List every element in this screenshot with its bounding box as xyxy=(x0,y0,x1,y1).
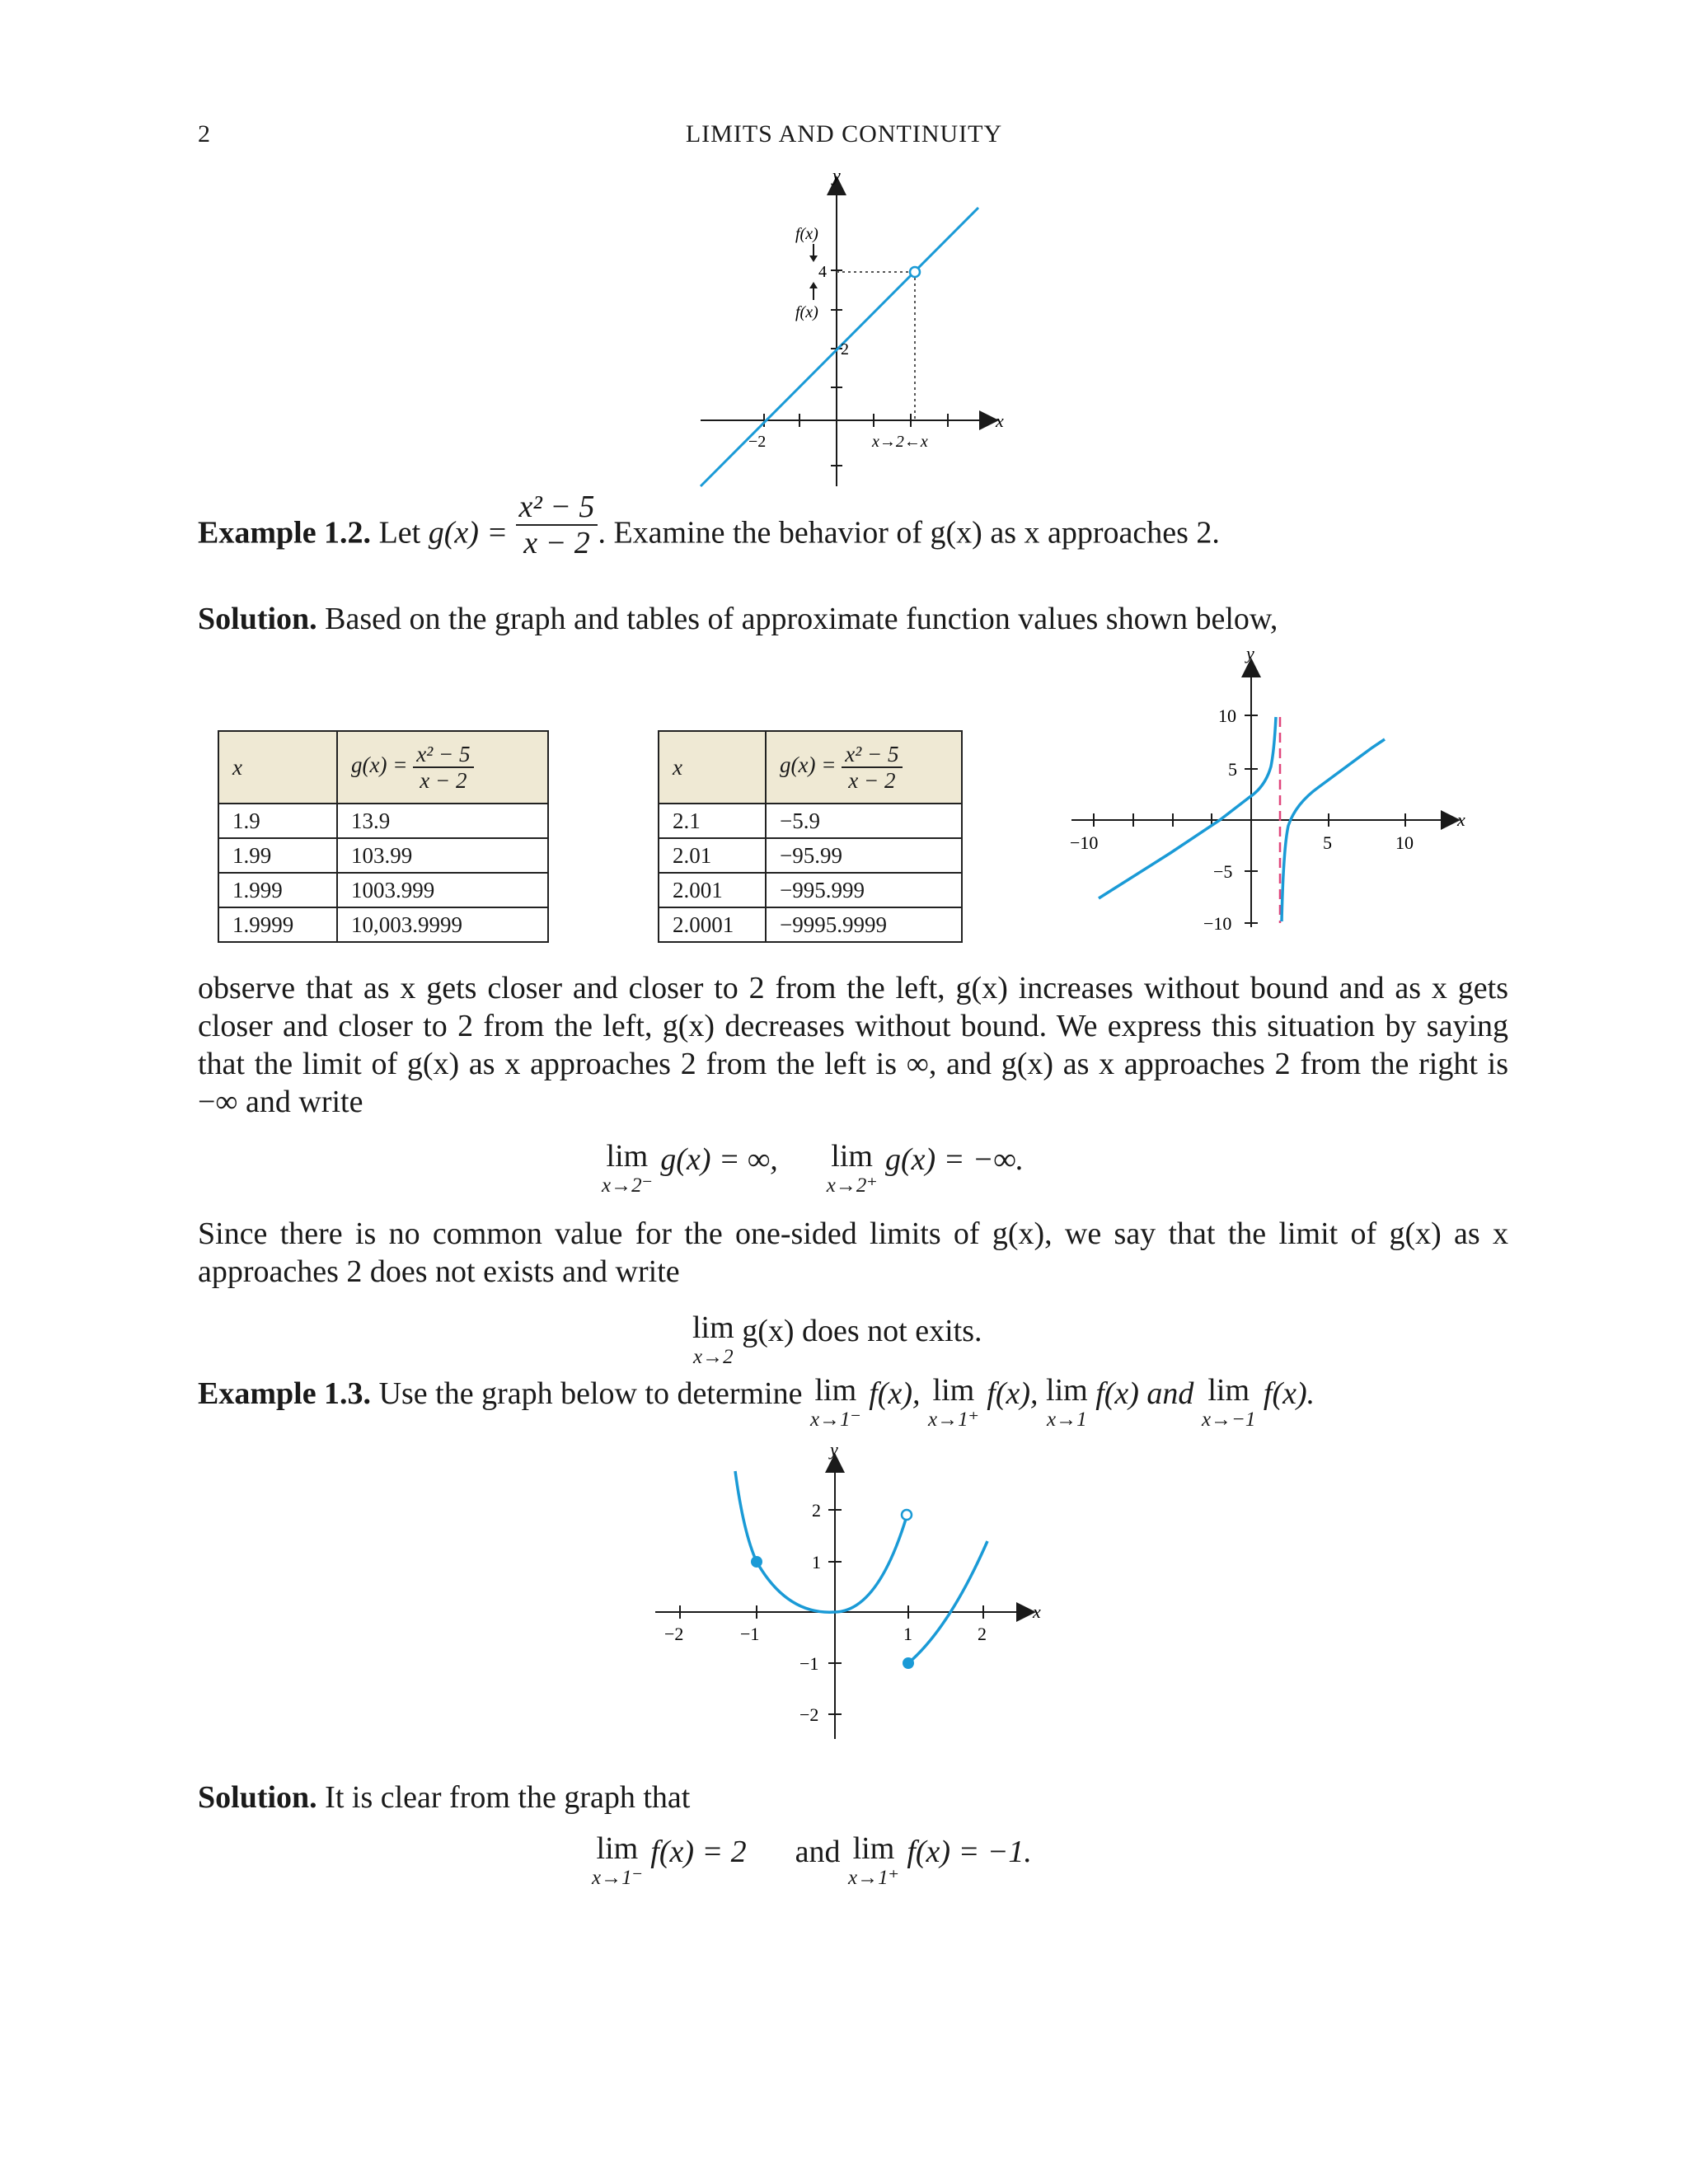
x-axis-label: x xyxy=(996,410,1004,431)
table-row: 2.001 −995.999 xyxy=(659,873,962,907)
curve-right-branch xyxy=(1282,739,1385,921)
y-tick-neg10: −10 xyxy=(1203,913,1232,934)
example-label: Example 1.2. xyxy=(198,515,372,551)
table-row: 1.99 103.99 xyxy=(218,838,548,873)
func-lhs: g(x) = xyxy=(428,515,509,551)
x-tick-neg2: −2 xyxy=(664,1624,684,1644)
solution-1-2 xyxy=(198,600,1517,638)
x-tick-5: 5 xyxy=(1323,832,1332,853)
table-right-values xyxy=(658,730,963,943)
table-row: 2.01 −95.99 xyxy=(659,838,962,873)
fx-label-top: f(x) xyxy=(795,225,818,243)
running-title: LIMITS AND CONTINUITY xyxy=(685,120,1003,148)
example-text-after: . Examine the behavior of g(x) as x approaches 2. xyxy=(598,515,1220,551)
x-tick-1: 1 xyxy=(903,1624,912,1644)
page-number: 2 xyxy=(198,120,210,148)
graph-piecewise xyxy=(643,1434,1071,1747)
table-row: 2.0001 −9995.9999 xyxy=(659,907,962,942)
y-tick-4: 4 xyxy=(818,263,827,281)
function-fraction: $\frac{\text{x² − 5}}{x - 2}$ xyxy=(516,490,598,560)
y-tick-1: 1 xyxy=(812,1552,821,1572)
table-row: 1.9999 10,003.9999 xyxy=(218,907,548,942)
x-approach-label: x→2←x xyxy=(872,433,928,451)
x-tick-neg1: −1 xyxy=(740,1624,760,1644)
table-left-values xyxy=(218,730,549,943)
limit-display-solution: lim x→1⁻ f(x) = 2 and lim x→1⁺ f(x) = −1. xyxy=(592,1831,1032,1889)
x-tick-neg2: −2 xyxy=(748,433,767,451)
y-axis-label: y xyxy=(832,165,841,185)
closed-point xyxy=(903,1657,914,1669)
limit-display-one-sided: lim x→2⁻ g(x) = ∞, lim x→2⁺ g(x) = −∞. xyxy=(602,1139,1025,1197)
y-tick-2: 2 xyxy=(841,340,849,359)
x-axis-label: x xyxy=(1457,809,1465,830)
paragraph-no-limit: Since there is no common value for the one-sided limits of g(x), we say that the limit of g(x) as x approaches 2 does not exists and write xyxy=(198,1216,1508,1289)
x-tick-10: 10 xyxy=(1395,832,1414,853)
graph-vertical-asymptote xyxy=(1055,643,1484,940)
fx-label-bottom: f(x) xyxy=(795,303,818,321)
table-row: 2.1 −5.9 xyxy=(659,804,962,838)
curve-left-branch xyxy=(735,1471,907,1612)
solution-1-3: Solution. It is clear from the graph that xyxy=(198,1780,691,1815)
col-g-header: g(x) = $\frac{\text{x² − 5}}{x - 2}$ xyxy=(337,731,548,804)
example-text-before: Let xyxy=(378,515,421,551)
col-g-header: g(x) = $\frac{\text{x² − 5}}{x - 2}$ xyxy=(766,731,962,804)
y-axis-label: y xyxy=(830,1439,838,1460)
y-tick-2: 2 xyxy=(812,1500,821,1521)
graph-linear-hole xyxy=(684,165,1014,494)
col-x-header: x xyxy=(659,731,766,804)
x-tick-2: 2 xyxy=(978,1624,987,1644)
limit-display-dne: lim x→2 g(x) does not exits. xyxy=(692,1310,982,1368)
solution-text: Based on the graph and tables of approximate function values shown below, xyxy=(325,602,1278,636)
example-1-2 xyxy=(198,490,1517,560)
col-x-header: x xyxy=(218,731,337,804)
function-line xyxy=(701,208,978,486)
table-row: 1.9 13.9 xyxy=(218,804,548,838)
curve-right-branch xyxy=(908,1541,987,1663)
y-tick-neg2: −2 xyxy=(799,1704,819,1725)
y-tick-5: 5 xyxy=(1228,759,1237,780)
y-axis-label: y xyxy=(1246,643,1254,663)
open-point xyxy=(902,1510,912,1520)
table-row: 1.999 1003.999 xyxy=(218,873,548,907)
example-1-3: Example 1.3. Use the graph below to determine lim x→1⁻ f(x), lim x→1⁺ f(x), lim x→1 f(x) and lim x→−1 f(x). xyxy=(198,1373,1315,1431)
y-tick-neg5: −5 xyxy=(1213,861,1233,882)
y-tick-10: 10 xyxy=(1218,705,1236,726)
x-axis-label: x xyxy=(1033,1601,1041,1622)
y-tick-neg1: −1 xyxy=(799,1653,819,1674)
open-point xyxy=(910,267,920,277)
paragraph-limits-infinity: observe that as x gets closer and closer to 2 from the left, g(x) increases without bound and as x gets closer and closer to 2 from the left, g(x) decreases without bound. We express this situation by saying that the limit of g(x) as x approaches 2 from the left is ∞, and g(x) as x approaches 2 from the right is −∞ and write xyxy=(198,971,1508,1119)
closed-point xyxy=(751,1556,762,1568)
x-tick-neg10: −10 xyxy=(1070,832,1099,853)
solution-label: Solution. xyxy=(198,602,317,636)
